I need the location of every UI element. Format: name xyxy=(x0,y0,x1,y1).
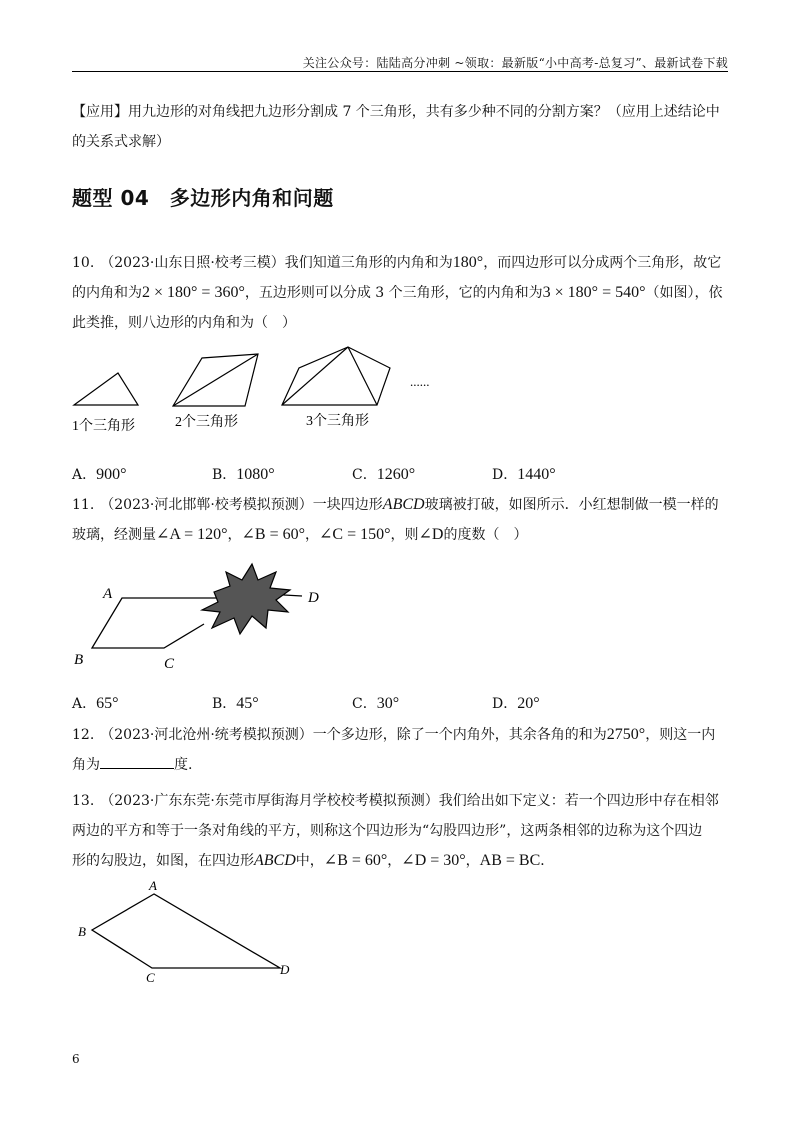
q11-options xyxy=(0,693,800,717)
pentagon-diagonal-1 xyxy=(282,347,348,405)
q11-label-c: C xyxy=(164,656,175,672)
pentagon-diagonal-2 xyxy=(348,347,377,405)
q11-option-d[interactable]: D．20° xyxy=(492,695,540,712)
q13-angle-b: ∠B = 60° xyxy=(323,852,388,869)
q13-label-c: C xyxy=(146,970,155,985)
q12-answer-blank[interactable] xyxy=(100,754,174,769)
apply-paragraph xyxy=(72,97,732,157)
q10-polygon-figure xyxy=(70,340,450,440)
q11-option-c[interactable]: C．30° xyxy=(352,695,400,712)
q13-quadrilateral-figure xyxy=(72,878,302,988)
q11-label-d: D xyxy=(308,590,319,606)
section-title: 题型 04 多边形内角和问题 xyxy=(72,186,334,210)
q11-label-b: B xyxy=(74,652,84,668)
broken-glass-shape xyxy=(202,564,290,634)
q11-quadrilateral-edges xyxy=(92,598,222,648)
q11-abcd: ABCD xyxy=(382,496,425,513)
q12-math-2750: 2750° xyxy=(606,726,646,743)
q10-options xyxy=(0,464,800,488)
q10-option-b[interactable]: B．1080° xyxy=(212,466,275,483)
question-13: 13. （2023·广东东莞·东莞市厚街海月学校校考模拟预测）我们给出如下定义：若一个四边形中存在相邻 两边的平方和等于一条对角线的平方，则称这个四边形为“勾股四边形”，这两条相邻的边称为这个四边 形的勾股边，如图，在四边形ABCD中，∠B = 60°，∠D = 30°，AB = BC． xyxy=(72,793,719,869)
q10-label-3: 3个三角形 xyxy=(306,414,369,429)
q10-source: （2023·山东日照·校考三模） xyxy=(100,255,285,271)
q11-angle-a: ∠A = 120° xyxy=(156,526,228,543)
q10-math-180: 180° xyxy=(452,254,484,271)
q11-angle-c: ∠C = 150° xyxy=(319,526,391,543)
q11-label-a: A xyxy=(103,586,113,602)
q10-math-540: 3 × 180° = 540° xyxy=(542,284,646,301)
apply-line-2: 的关系式求解） xyxy=(72,134,170,150)
question-11: 11. （2023·河北邯郸·校考模拟预测）一块四边形ABCD玻璃被打破，如图所示．小红想制做一模一样的 玻璃，经测量∠A = 120°，∠B = 60°，∠C = 150°，则∠D的度数（ ） xyxy=(72,496,719,543)
q13-abcd: ABCD xyxy=(254,852,296,869)
q11-angle-d: ∠D xyxy=(418,526,444,543)
q13-angle-d: ∠D = 30° xyxy=(401,852,466,869)
q13-ab-equals-bc: AB = BC xyxy=(479,852,541,869)
q10-option-a[interactable]: A．900° xyxy=(72,466,127,483)
q13-label-b: B xyxy=(78,924,86,939)
q11-broken-glass-figure xyxy=(70,562,340,677)
q11-option-b[interactable]: B．45° xyxy=(212,695,259,712)
q12-source: （2023·河北沧州·统考模拟预测） xyxy=(100,727,313,743)
q10-option-c[interactable]: C．1260° xyxy=(352,466,416,483)
quadrilateral-diagonal xyxy=(173,354,258,406)
q13-label-a: A xyxy=(149,878,157,893)
question-12: 12. （2023·河北沧州·统考模拟预测）一个多边形，除了一个内角外，其余各角的和为2750°，则这一内 角为 度. xyxy=(72,726,716,773)
triangle-shape xyxy=(74,373,138,405)
q12-number: 12. xyxy=(72,727,95,743)
header-divider xyxy=(72,71,728,72)
page-number: 6 xyxy=(72,1052,80,1066)
pentagon-shape xyxy=(282,347,390,405)
q10-math-360: 2 × 180° = 360° xyxy=(142,284,245,301)
q13-quadrilateral-shape xyxy=(92,894,280,968)
page-header: 关注公众号：陆陆高分冲刺 ~领取：最新版“小中高考-总复习”、最新试卷下载 xyxy=(302,56,728,70)
q10-label-1: 1个三角形 xyxy=(72,419,135,434)
q13-number: 13. xyxy=(72,793,95,809)
q11-number: 11. xyxy=(72,497,95,513)
question-10: 10. （2023·山东日照·校考三模）我们知道三角形的内角和为180°，而四边形可以分成两个三角形，故它 的内角和为2 × 180° = 360°，五边形则可以分成 3 个三角形，它的内角和为3 × 180° = 540°（如图），依 此类推，则八边形的内角和为（ ） xyxy=(72,254,723,331)
q11-source: （2023·河北邯郸·校考模拟预测） xyxy=(100,497,313,513)
apply-line-1: 【应用】用九边形的对角线把九边形分割成 7 个三角形，共有多少种不同的分割方案？（应用上述结论中 xyxy=(72,104,720,120)
q11-option-a[interactable]: A．65° xyxy=(72,695,119,712)
q10-label-2: 2个三角形 xyxy=(175,415,238,430)
q10-number: 10. xyxy=(72,255,95,271)
q11-angle-b: ∠B = 60° xyxy=(241,526,305,543)
q13-label-d: D xyxy=(280,962,290,977)
q10-ellipsis: ...... xyxy=(410,374,430,389)
q10-option-d[interactable]: D．1440° xyxy=(492,466,556,483)
q13-source: （2023·广东东莞·东莞市厚街海月学校校考模拟预测） xyxy=(100,793,439,809)
